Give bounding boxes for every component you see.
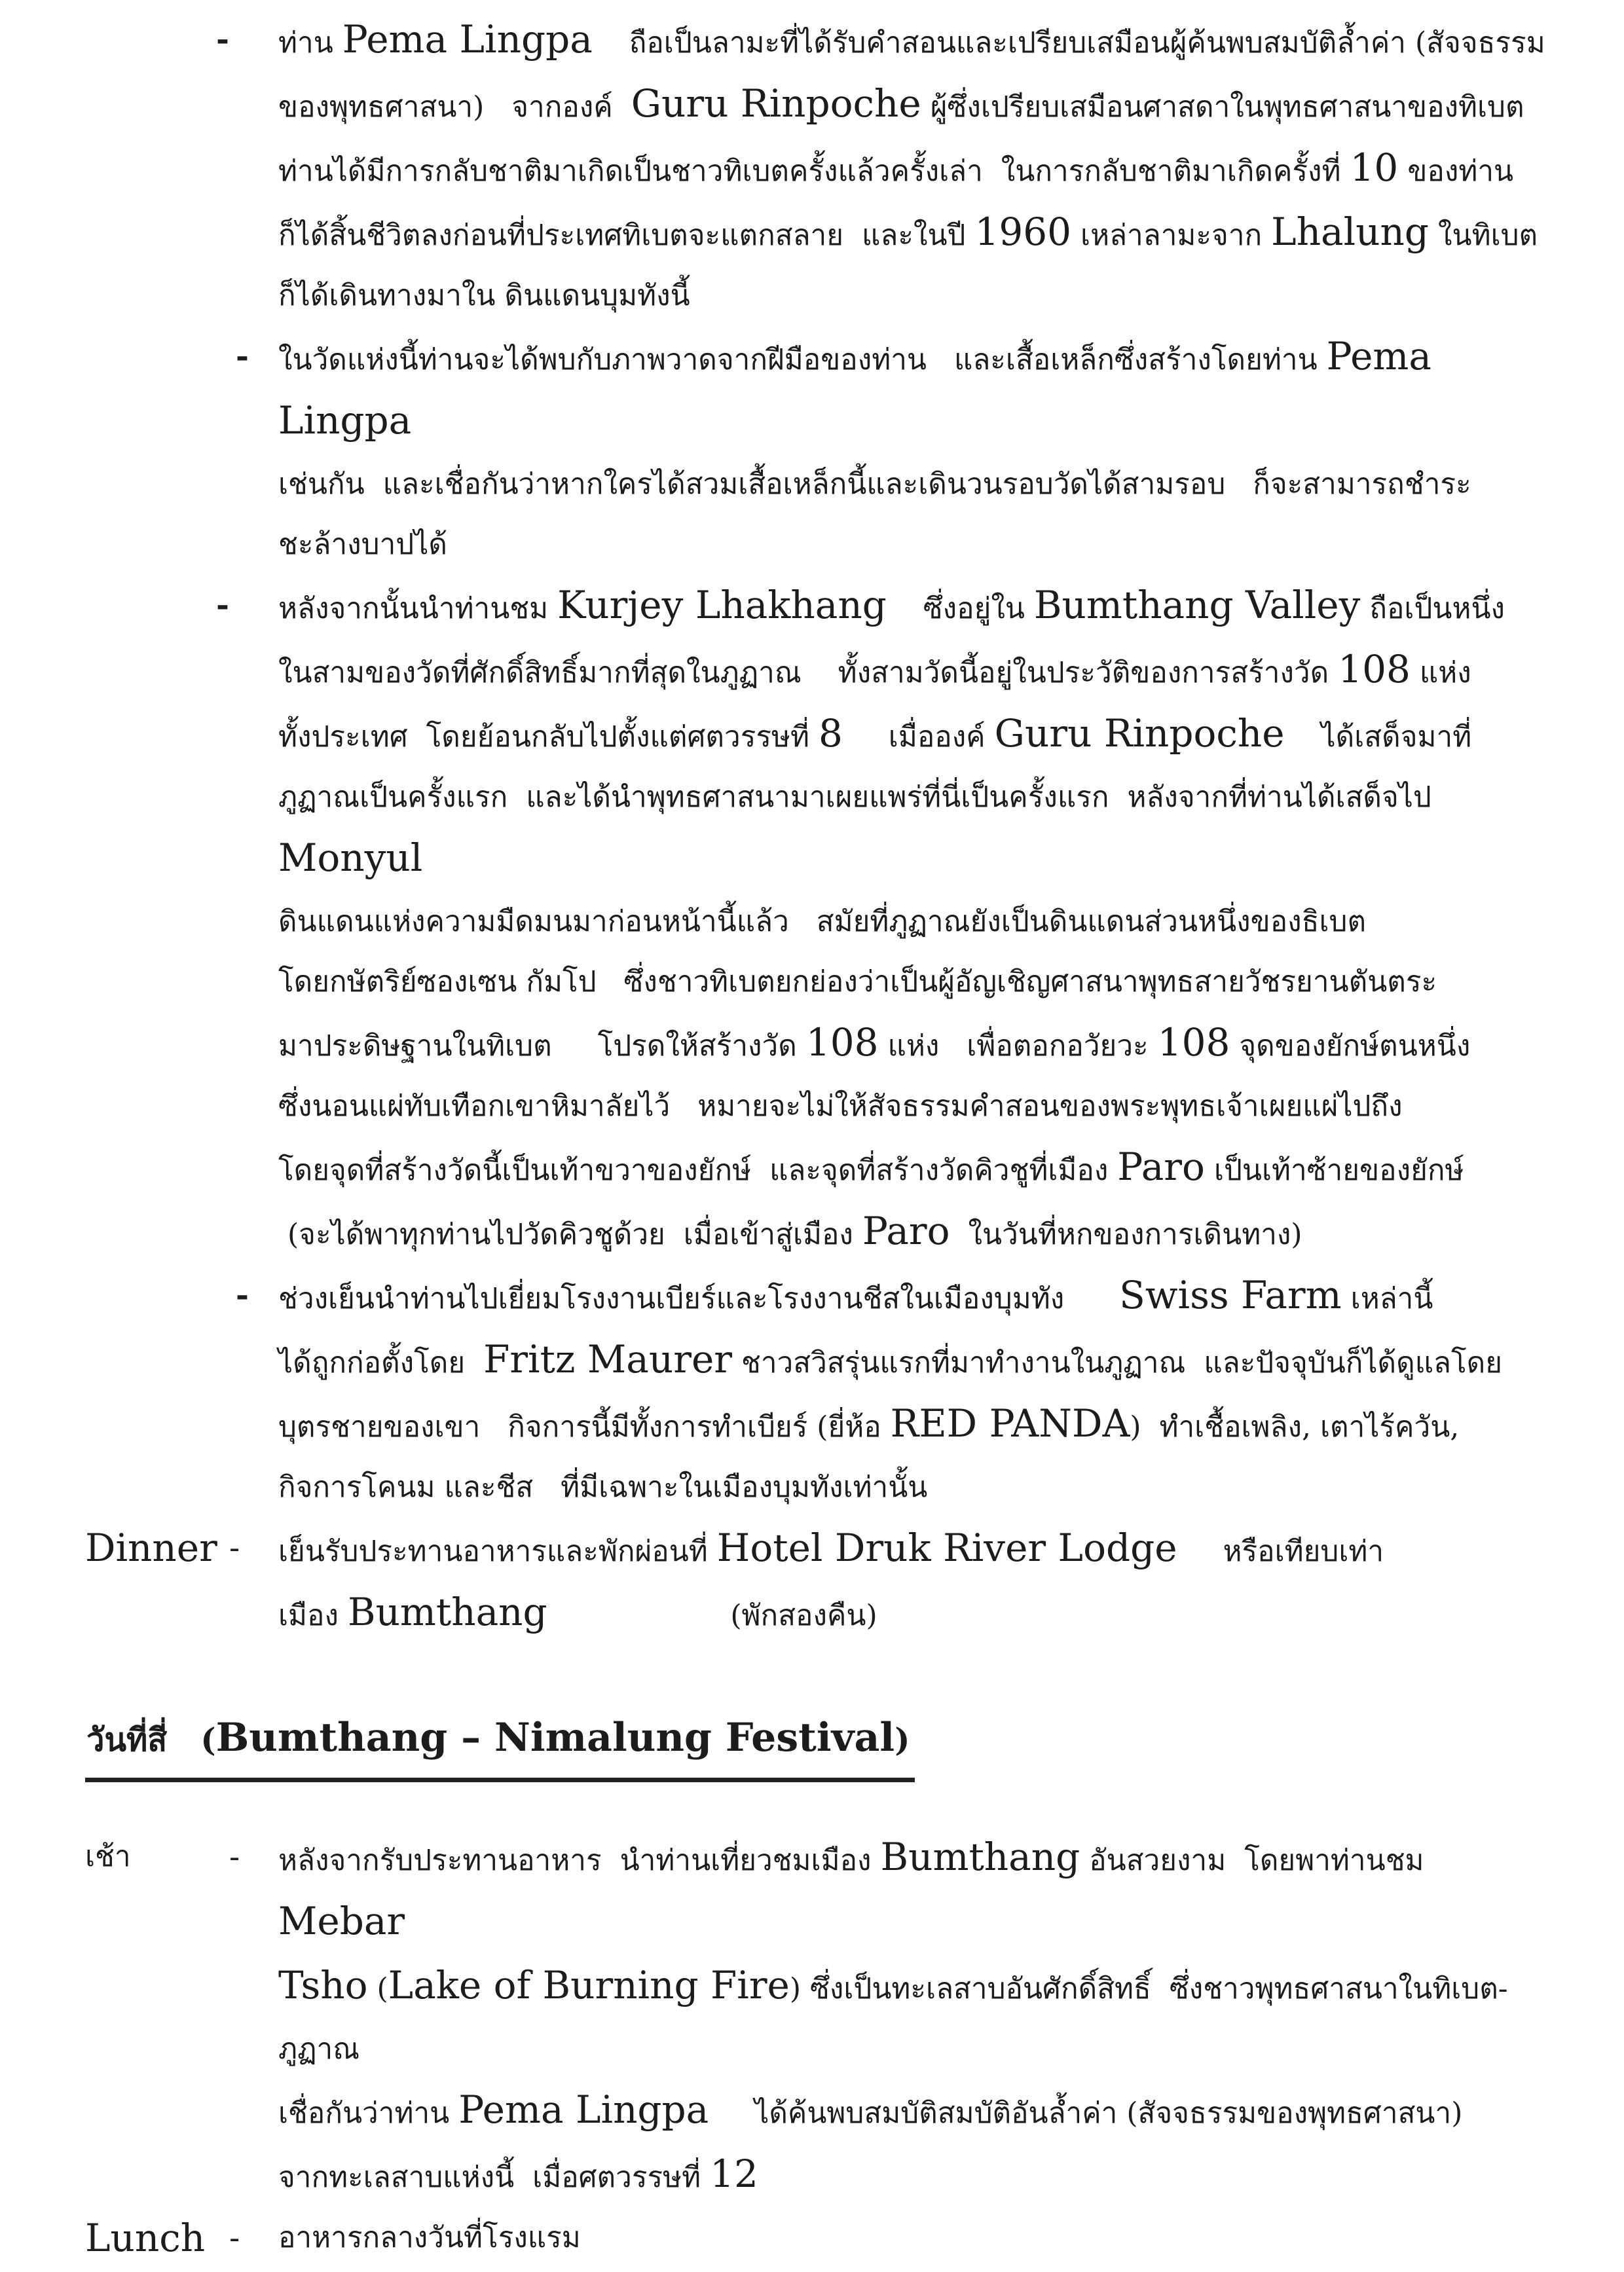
text-line: จากทะเลสาบแห่งนี้ เมื่อศตวรรษที่ 12 <box>278 2152 758 2196</box>
labeled-paragraph <box>85 2208 1545 2268</box>
latin-text: Bumthang Valley <box>1033 583 1361 627</box>
latin-text: Dinner <box>85 1526 217 1570</box>
time-label <box>85 1518 217 1582</box>
labeled-paragraph <box>85 1518 1545 1646</box>
latin-text: RED PANDA <box>890 1401 1130 1446</box>
latin-text: 12 <box>710 2152 758 2196</box>
text-line: ของพุทธศาสนา) จากองค์ Guru Rinpoche ผู้ซึ่งเปรียบเสมือนศาสดาในพุทธศาสนาของทิเบต <box>278 81 1524 126</box>
latin-text: Paro <box>862 1209 950 1253</box>
latin-text: Swiss Farm <box>1119 1273 1342 1317</box>
latin-text: Pema Lingpa <box>278 334 1444 443</box>
text-line: เย็นรับประทานอาหารและพักผ่อนที่ Hotel Druk River Lodge หรือเทียบเท่า <box>278 1526 1384 1570</box>
latin-text: Tsho <box>278 1963 368 2007</box>
text-line: ก็ได้เดินทางมาใน ดินแดนบุมทังนี้ <box>278 279 690 312</box>
text-line: หลังจากนั้นนำท่านชม Kurjey Lhakhang ซึ่งอยู่ใน Bumthang Valley ถือเป็นหนึ่ง <box>278 583 1505 627</box>
text-line: (จะได้พาทุกท่านไปวัดคิวชูด้วย เมื่อเข้าสู่เมือง Paro ในวันที่หกของการเดินทาง) <box>278 1209 1302 1253</box>
dash-bullet: - <box>229 1530 240 1566</box>
dash-bullet: - <box>236 1277 249 1313</box>
text-line: ทั้งประเทศ โดยย้อนกลับไปตั้งแต่ศตวรรษที่ 8 เมื่อองค์ Guru Rinpoche ได้เสด็จมาที่ <box>278 711 1472 756</box>
labeled-paragraph <box>85 1827 1545 2208</box>
latin-text: Kurjey Lhakhang <box>557 583 887 627</box>
text-line: บุตรชายของเขา กิจการนี้มีทั้งการทำเบียร์ (ยี่ห้อ RED PANDA) ทำเชื้อเพลิง, เตาไร้ควัน, <box>278 1401 1460 1446</box>
time-label <box>85 2208 205 2272</box>
text-line: ช่วงเย็นนำท่านไปเยี่ยมโรงงานเบียร์และโรงงานชีสในเมืองบุมทัง Swiss Farm เหล่านี้ <box>278 1273 1433 1317</box>
text-line: อาหารกลางวันที่โรงแรม <box>278 2221 581 2254</box>
latin-text: Bumthang <box>880 1835 1080 1879</box>
latin-text: 1960 <box>974 210 1072 254</box>
document-body <box>85 9 1545 2268</box>
latin-text: Fritz Maurer <box>483 1337 732 1382</box>
text-line: เชื่อกันว่าท่าน Pema Lingpa ได้ค้นพบสมบัติสมบัติอันล้ำค่า (สัจจธรรมของพุทธศาสนา) <box>278 2087 1463 2132</box>
dash-bullet: - <box>229 2220 240 2256</box>
latin-text: Monyul <box>278 835 423 880</box>
latin-text: 8 <box>818 711 843 756</box>
dash-bullet: - <box>229 1839 240 1875</box>
text-line: ในวัดแห่งนี้ท่านจะได้พบกับภาพวาดจากฝีมือของท่าน และเสื้อเหล็กซึ่งสร้างโดยท่าน Pema Lingpa <box>278 334 1444 443</box>
latin-text: Guru Rinpoche <box>994 711 1285 756</box>
latin-text: 108 <box>805 1020 879 1065</box>
latin-text: 10 <box>1350 145 1399 190</box>
latin-text: Pema Lingpa <box>458 2087 709 2132</box>
bullet-paragraph <box>236 1265 1545 1518</box>
latin-text: Hotel Druk River Lodge <box>716 1526 1177 1570</box>
dash-bullet: - <box>216 587 229 623</box>
text-line: ในสามของวัดที่ศักดิ์สิทธิ์มากที่สุดในภูฏาณ ทั้งสามวัดนี้อยู่ในประวัติของการสร้างวัด 108 แห่ง <box>278 647 1471 691</box>
latin-text: Guru Rinpoche <box>631 81 921 126</box>
latin-text: Lunch <box>85 2216 206 2260</box>
latin-text: Bumthang <box>347 1590 547 1634</box>
text-line: ชะล้างบาปได้ <box>278 528 447 561</box>
day-heading <box>85 1706 1545 1782</box>
text-line: กิจการโคนม และชีส ที่มีเฉพาะในเมืองบุมทังเท่านั้น <box>278 1471 928 1504</box>
text-line: เช่นกัน และเชื่อกันว่าหากใครได้สวมเสื้อเหล็กนี้และเดินวนรอบวัดได้สามรอบ ก็จะสามารถชำระ <box>278 467 1471 501</box>
latin-text: Lhalung <box>1271 210 1430 254</box>
text-line: โดยจุดที่สร้างวัดนี้เป็นเท้าขวาของยักษ์ และจุดที่สร้างวัดคิวชูที่เมือง Paro เป็นเท้าซ้ายของยักษ์ <box>278 1145 1464 1189</box>
day-heading-text: วันที่สี่ (Bumthang – Nimalung Festival) <box>85 1706 915 1782</box>
time-label: เช้า <box>85 1840 131 1873</box>
text-line: หลังจากรับประทานอาหาร นำท่านเที่ยวชมเมือง Bumthang อันสวยงาม โดยพาท่านชม Mebar <box>278 1835 1433 1943</box>
text-line: ท่านได้มีการกลับชาติมาเกิดเป็นชาวทิเบตครั้งแล้วครั้งเล่า ในการกลับชาติมาเกิดครั้งที่ 10 ของท่าน <box>278 145 1514 190</box>
dash-bullet: - <box>236 338 249 375</box>
text-line: เมือง Bumthang (พักสองคืน) <box>278 1590 877 1634</box>
latin-text: Paro <box>1117 1145 1205 1189</box>
text-line: ภูฏาณเป็นครั้งแรก และได้นำพุทธศาสนามาเผยแพร่ที่นี่เป็นครั้งแรก หลังจากที่ท่านได้เสด็จไป Monyul <box>278 780 1441 880</box>
text-line: ได้ถูกก่อตั้งโดย Fritz Maurer ชาวสวิสรุ่นแรกที่มาทำงานในภูฏาณ และปัจจุบันก็ได้ดูแลโดย <box>278 1337 1503 1382</box>
latin-text: Pema Lingpa <box>342 17 593 62</box>
bullet-paragraph <box>216 575 1545 1265</box>
text-line: ก็ได้สิ้นชีวิตลงก่อนที่ประเทศทิเบตจะแตกสลาย และในปี 1960 เหล่าลามะจาก Lhalung ในทิเบต <box>278 210 1538 254</box>
bullet-paragraph <box>236 326 1545 575</box>
text-line: ซึ่งนอนแผ่ทับเทือกเขาหิมาลัยไว้ หมายจะไม่ให้สัจธรรมคำสอนของพระพุทธเจ้าเผยแผ่ไปถึง <box>278 1090 1403 1123</box>
latin-text: Mebar <box>278 1899 405 1943</box>
latin-text: Lake of Burning Fire <box>388 1963 790 2007</box>
text-line: มาประดิษฐานในทิเบต โปรดให้สร้างวัด 108 แห่ง เพื่อตอกอวัยวะ 108 จุดของยักษ์ตนหนึ่ง <box>278 1020 1471 1065</box>
latin-text: 108 <box>1338 647 1411 691</box>
dash-bullet: - <box>216 21 229 58</box>
text-line: ท่าน Pema Lingpa ถือเป็นลามะที่ได้รับคำสอนและเปรียบเสมือนผู้ค้นพบสมบัติล้ำค่า (สัจจธรรม <box>278 17 1545 62</box>
latin-text: 108 <box>1157 1020 1230 1065</box>
bullet-paragraph <box>216 9 1545 326</box>
latin-text: Bumthang – Nimalung Festival <box>215 1715 895 1761</box>
text-line: ดินแดนแห่งความมืดมนมาก่อนหน้านี้แล้ว สมัยที่ภูฏาณยังเป็นดินแดนส่วนหนึ่งของธิเบต <box>278 905 1367 938</box>
text-line: Tsho (Lake of Burning Fire) ซึ่งเป็นทะเลสาบอันศักดิ์สิทธิ์ ซึ่งชาวพุทธศาสนาในทิเบต-ภูฏาณ <box>278 1963 1508 2066</box>
text-line: โดยกษัตริย์ซองเซน กัมโป ซึ่งชาวทิเบตยกย่องว่าเป็นผู้อัญเชิญศาสนาพุทธสายวัชรยานตันตระ <box>278 965 1437 999</box>
